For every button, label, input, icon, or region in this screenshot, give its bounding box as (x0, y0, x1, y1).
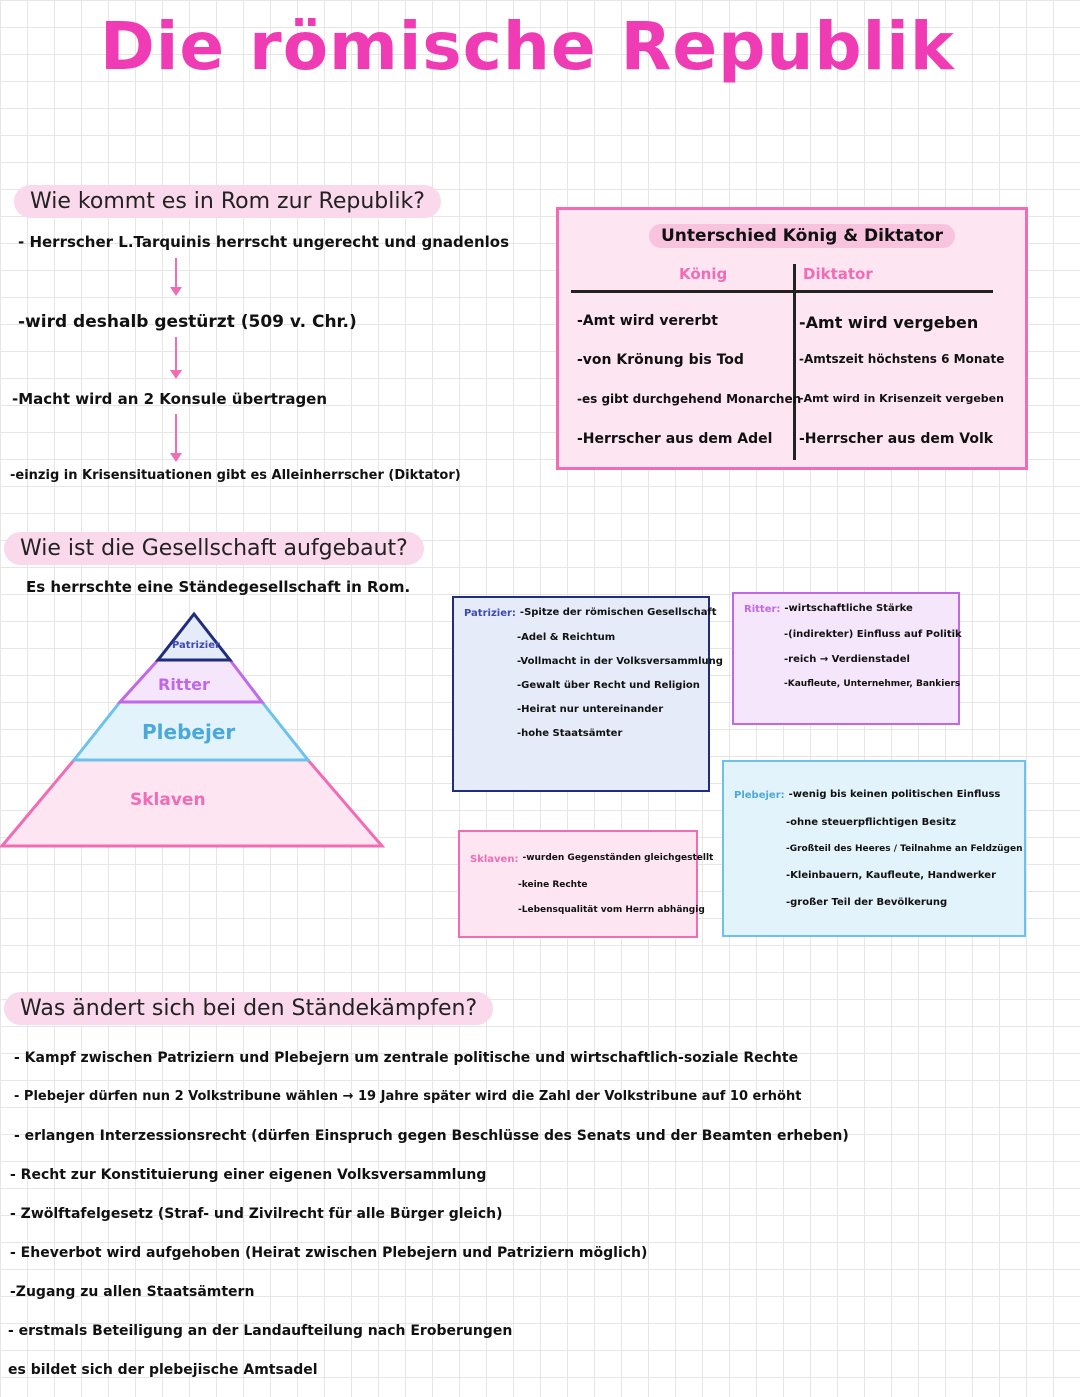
staendekampf-line: - erlangen Interzessionsrecht (dürfen Einspruch gegen Beschlüsse des Senats und der Beamten erheben) (14, 1128, 849, 1144)
pyramid-label-plebejer: Plebejer (142, 720, 236, 744)
pyramid-layer-patrizier (158, 614, 230, 660)
box-label-ritter: Ritter: (744, 604, 781, 615)
box-item: -Kaufleute, Unternehmer, Bankiers (784, 679, 961, 689)
box-item: -Adel & Reichtum (517, 632, 616, 643)
table-divider-horizontal (571, 290, 993, 293)
box-label-patrizier: Patrizier: (464, 608, 516, 619)
step-line-4: -einzig in Krisensituationen gibt es Alleinherrscher (Diktator) (10, 468, 461, 483)
down-arrow-icon (175, 258, 177, 288)
section-intro: Es herrschte eine Ständegesellschaft in Rom. (26, 578, 411, 596)
info-box-plebejer (722, 760, 1026, 937)
column-head-diktator: Diktator (803, 265, 873, 283)
box-item: -Vollmacht in der Volksversammlung (517, 656, 723, 667)
box-item: -großer Teil der Bevölkerung (786, 897, 948, 908)
pyramid-label-patrizier: Patrizier (172, 640, 220, 651)
comparison-title: Unterschied König & Diktator (649, 224, 955, 248)
info-box-ritter (732, 592, 960, 725)
table-divider-vertical (793, 264, 796, 460)
staendekampf-line: - Recht zur Konstituierung einer eigenen Volksversammlung (10, 1167, 487, 1183)
box-item: -(indirekter) Einfluss auf Politik (784, 629, 962, 640)
step-line-3: -Macht wird an 2 Konsule übertragen (12, 390, 328, 408)
box-item: -reich → Verdienstadel (784, 654, 910, 665)
staendekampf-line: - Plebejer dürfen nun 2 Volkstribune wählen → 19 Jahre später wird die Zahl der Volkstribune auf 10 erhöht (14, 1089, 802, 1104)
koenig-item: -es gibt durchgehend Monarchen (577, 392, 802, 406)
section-heading-gesellschaft: Wie ist die Gesellschaft aufgebaut? (4, 532, 424, 565)
info-box-patrizier (452, 596, 723, 792)
box-item: -Großteil des Heeres / Teilnahme an Feldzügen (786, 844, 1023, 854)
section-heading-staendekaempfe: Was ändert sich bei den Ständekämpfen? (4, 992, 493, 1025)
box-item: -Heirat nur untereinander (517, 704, 664, 715)
box-item: -wurden Gegenständen gleichgestellt (522, 853, 714, 863)
box-item: -wirtschaftliche Stärke (784, 603, 913, 614)
koenig-item: -Amt wird vererbt (577, 313, 718, 329)
staendekampf-line: - Zwölftafelgesetz (Straf- und Zivilrecht für alle Bürger gleich) (10, 1206, 503, 1222)
koenig-item: -Herrscher aus dem Adel (577, 431, 773, 447)
diktator-item: -Amtszeit höchstens 6 Monate (799, 352, 1005, 366)
box-item: -Lebensqualität vom Herrn abhängig (518, 905, 705, 915)
box-item: -Spitze der römischen Gesellschaft (519, 607, 717, 618)
pyramid-label-sklaven: Sklaven (130, 790, 206, 810)
staendekampf-line: - Eheverbot wird aufgehoben (Heirat zwischen Plebejern und Patriziern möglich) (10, 1245, 648, 1261)
column-head-koenig: König (679, 265, 728, 283)
page-title: Die römische Republik (100, 8, 955, 85)
info-box-sklaven (458, 830, 714, 938)
pyramid-label-ritter: Ritter (158, 675, 210, 694)
box-item: -Gewalt über Recht und Religion (517, 680, 700, 691)
staendekampf-line: es bildet sich der plebejische Amtsadel (8, 1362, 318, 1378)
step-line-2: -wird deshalb gestürzt (509 v. Chr.) (18, 312, 357, 332)
box-item: -hohe Staatsämter (517, 728, 623, 739)
diktator-item: -Amt wird in Krisenzeit vergeben (799, 392, 1004, 405)
diktator-item: -Amt wird vergeben (799, 313, 979, 332)
box-item: -Kleinbauern, Kaufleute, Handwerker (786, 870, 997, 881)
diktator-item: -Herrscher aus dem Volk (799, 431, 994, 447)
box-label-plebejer: Plebejer: (734, 790, 785, 801)
box-item: -wenig bis keinen politischen Einfluss (788, 789, 1001, 800)
box-label-sklaven: Sklaven: (470, 854, 519, 865)
staendekampf-line: - Kampf zwischen Patriziern und Plebejern um zentrale politische und wirtschaftlich-soziale Rechte (14, 1050, 799, 1066)
comparison-box (556, 207, 1028, 470)
box-item: -ohne steuerpflichtigen Besitz (786, 817, 957, 828)
down-arrow-icon (175, 414, 177, 454)
down-arrow-icon (175, 337, 177, 371)
staendekampf-line: - erstmals Beteiligung an der Landaufteilung nach Eroberungen (8, 1323, 513, 1339)
box-item: -keine Rechte (518, 880, 588, 890)
staendekampf-line: -Zugang zu allen Staatsämtern (10, 1284, 255, 1300)
step-line-1: - Herrscher L.Tarquinis herrscht ungerecht und gnadenlos (18, 233, 510, 251)
koenig-item: -von Krönung bis Tod (577, 352, 744, 368)
section-heading-republik: Wie kommt es in Rom zur Republik? (14, 185, 441, 218)
